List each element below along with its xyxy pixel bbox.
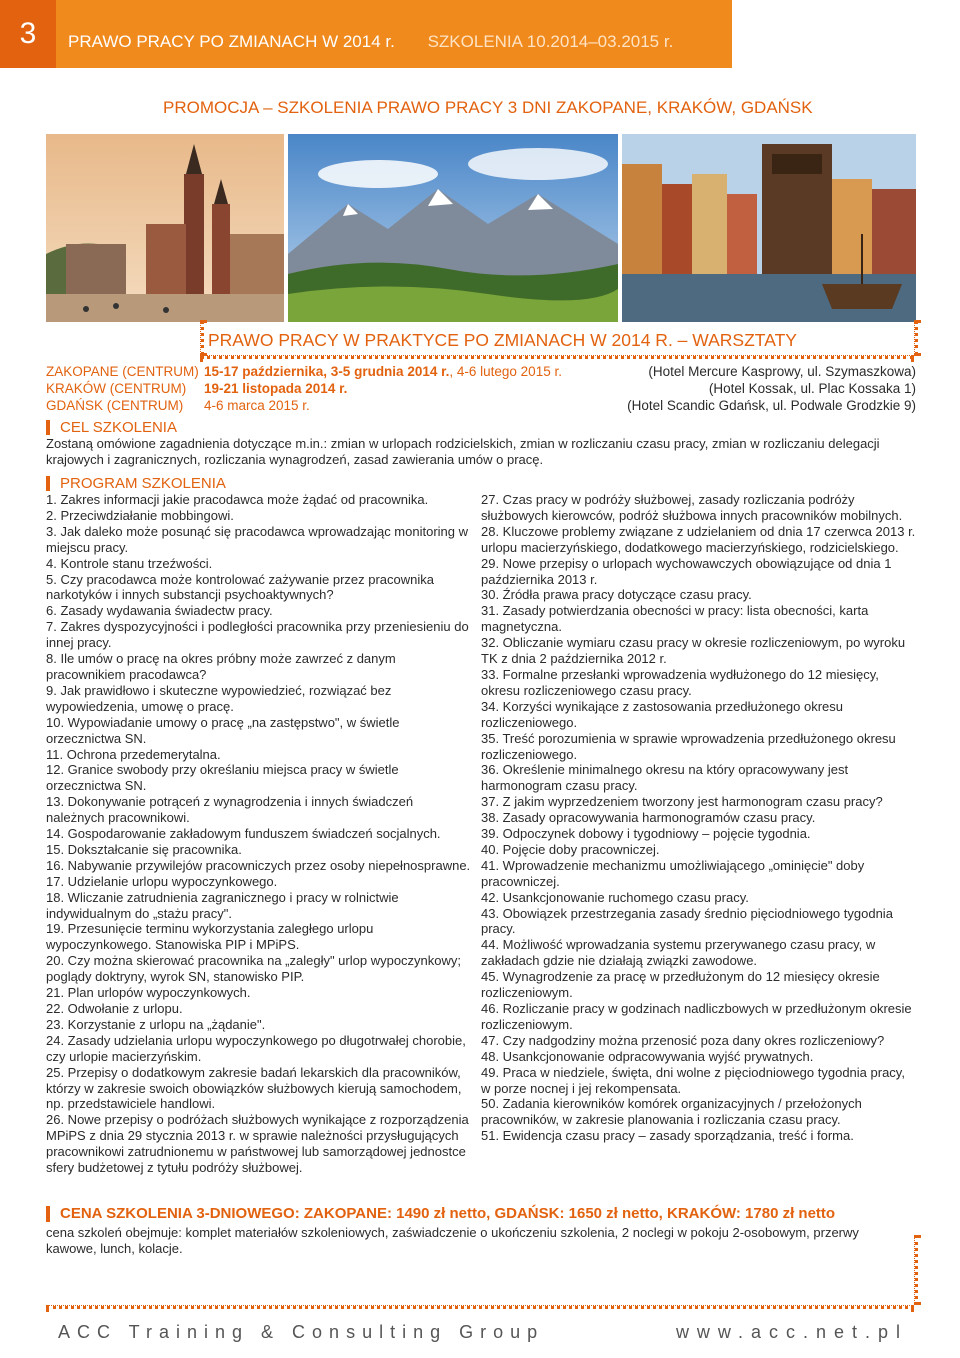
frame-right-lower [914, 1235, 918, 1305]
program-item: 27. Czas pracy w podróży służbowej, zasady rozliczania podróży służbowych kierowców, podróż służbowa innych pracowników mobilnych. [481, 492, 903, 523]
program-item: 28. Kluczowe problemy związane z udzielaniem od dnia 17 czerwca 2013 r. urlopu macierzyńskiego, dodatkowego macierzyńskiego, rodzicielskiego. [481, 523, 916, 555]
location-hotel-gdansk: (Hotel Scandic Gdańsk, ul. Podwale Grodzkie 9) [627, 398, 916, 413]
footer-website[interactable]: www.acc.net.pl [675, 1322, 908, 1342]
price-heading: CENA SZKOLENIA 3-DNIOWEGO: ZAKOPANE: 1490 zł netto, GDAŃSK: 1650 zł netto, KRAKÓW: 1780 zł netto [46, 1206, 835, 1222]
program-item: 19. Przesunięcie terminu wykorzystania zaległego urlopu wypoczynkowego. Stanowiska PIP i MPiPS. [46, 921, 374, 953]
program-item: 29. Nowe przepisy o urlopach wychowawczych obowiązujące od dnia 1 października 2013 r. [481, 555, 892, 587]
krakow-photo [46, 134, 284, 322]
program-right-column [481, 492, 916, 1144]
program-item: 42. Usankcjonowanie ruchomego czasu pracy. [481, 889, 749, 905]
program-item: 41. Wprowadzenie mechanizmu umożliwiającego „ominięcie" doby pracowniczej. [481, 857, 865, 889]
program-left-column [46, 492, 474, 1176]
program-item: 11. Ochrona przedemerytalna. [46, 746, 221, 762]
program-item: 14. Gospodarowanie zakładowym funduszem świadczeń socjalnych. [46, 826, 441, 842]
program-item: 33. Formalne przesłanki wprowadzenia wydłużonego do 12 miesięcy, okresu rozliczeniowego czasu pracy. [481, 666, 879, 698]
program-item: 51. Ewidencja czasu pracy – zasady sporządzania, treść i forma. [481, 1128, 854, 1144]
program-item: 9. Jak prawidłowo i skuteczne wypowiedzieć, rozwiązać bez wypowiedzenia, umowę o pracę. [46, 682, 392, 714]
frame-bottom [200, 355, 914, 359]
program-item: 38. Zasady opracowywania harmonogramów czasu pracy. [481, 810, 816, 826]
header-title [68, 32, 673, 52]
zakopane-photo [288, 134, 618, 322]
program-item: 1. Zakres informacji jakie pracodawca może żądać od pracownika. [46, 492, 429, 507]
program-item: 21. Plan urlopów wypoczynkowych. [46, 985, 251, 1001]
program-item: 37. Z jakim wyprzedzeniem tworzony jest harmonogram czasu pracy? [481, 794, 883, 810]
program-item: 30. Źródła prawa pracy dotyczące czasu pracy. [481, 587, 752, 603]
program-item: 48. Usankcjonowanie odpracowywania wyjść prywatnych. [481, 1048, 814, 1064]
goal-heading: CEL SZKOLENIA [46, 420, 177, 435]
price-text: cena szkoleń obejmuje: komplet materiałów szkoleniowych, zaświadczenie o ukończeniu szkolenia, 2 noclegi w pokoju 2-osobowym, przerwy kawowe, lunch, kolacje. [46, 1225, 859, 1256]
footer-company: ACC Training & Consulting Group [58, 1322, 545, 1342]
location-city: ZAKOPANE (CENTRUM) [46, 364, 199, 379]
frame-footer-line [46, 1305, 914, 1309]
location-hotel-krakow: (Hotel Kossak, ul. Plac Kossaka 1) [708, 381, 916, 396]
program-item: 8. Ile umów o pracę na okres próbny może zawrzeć z danym pracownikiem pracodawca? [46, 651, 396, 682]
program-item: 35. Treść porozumienia w sprawie wprowadzenia przedłużonego okresu rozliczeniowego. [481, 730, 896, 762]
program-item: 6. Zasady wydawania świadectw pracy. [46, 603, 273, 619]
program-heading: PROGRAM SZKOLENIA [46, 476, 226, 491]
program-item: 16. Nabywanie przywilejów pracowniczych przez osoby niepełnosprawne. [46, 857, 471, 873]
program-item: 15. Dokształcanie się pracownika. [46, 841, 242, 857]
program-item: 24. Zasady udzielania urlopu wypoczynkowego po długotrwałej chorobie, czy urlopie macierzyńskim. [46, 1032, 466, 1064]
program-item: 25. Przepisy o dodatkowym zakresie badań lekarskich dla pracowników, którzy w zakresie swoich obowiązków służbowych kierują samochodem, np. przedstawiciele handlowi. [46, 1064, 462, 1112]
program-item: 32. Obliczanie wymiaru czasu pracy w okresie rozliczeniowym, po wyroku TK z dnia 2 października 2012 r. [481, 635, 906, 667]
location-city: KRAKÓW (CENTRUM) [46, 381, 187, 396]
program-item: 2. Przeciwdziałanie mobbingowi. [46, 507, 234, 523]
program-item: 3. Jak daleko może posunąć się pracodawca wprowadzając monitoring w miejscu pracy. [46, 523, 468, 555]
program-item: 40. Pojęcie doby pracowniczej. [481, 841, 660, 857]
location-dates: 4-6 marca 2015 r. [204, 398, 310, 413]
program-item: 46. Rozliczanie pracy w godzinach nadliczbowych w przedłużonym okresie rozliczeniowym. [481, 1001, 912, 1032]
program-item: 49. Praca w niedziele, święta, dni wolne z pięciodniowego tygodnia pracy, w porze nocnej i jej rekompensata. [481, 1064, 905, 1096]
goal-text: Zostaną omówione zagadnienia dotyczące m.in.: zmian w urlopach rodzicielskich, zmian w rozliczaniu czasu pracy, zmian w rozliczaniu delegacji krajowych i zagranicznych, rozliczania wynagrodzeń, zasad zawierania umów o pracę. [46, 436, 880, 467]
program-item: 44. Możliwość wprowadzania systemu przerywanego czasu pracy, w zakładach gdzie nie działają związki zawodowe. [481, 937, 876, 969]
frame-right [914, 320, 918, 356]
program-item: 4. Kontrole stanu trzeźwości. [46, 555, 213, 571]
header-title-main: PRAWO PRACY PO ZMIANACH W 2014 r. [68, 32, 395, 51]
program-item: 26. Nowe przepisy o podróżach służbowych wynikające z rozporządzenia MPiPS z dnia 29 stycznia 2013 r. w sprawie należności przysługujących pracownikowi zatrudnionemu w państwowej lub samorządowej jednostce sfery budżetowej z tytułu podróży służbowej. [46, 1112, 469, 1176]
program-item: 47. Czy nadgodziny można przenosić poza dany okres rozliczeniowy? [481, 1032, 885, 1048]
program-item: 34. Korzyści wynikające z zastosowania przedłużonego okresu rozliczeniowego. [481, 698, 844, 730]
program-item: 17. Udzielanie urlopu wypoczynkowego. [46, 873, 278, 889]
program-item: 12. Granice swobody przy określaniu miejsca pracy w świetle orzecznictwa SN. [46, 762, 399, 794]
program-item: 18. Wliczanie zatrudnienia zagranicznego i pracy w rolnictwie indywidualnym do „stażu pracy". [46, 889, 399, 921]
program-item: 10. Wypowiadanie umowy o pracę „na zastępstwo", w świetle orzecznictwa SN. [46, 714, 400, 746]
program-item: 45. Wynagrodzenie za pracę w przedłużonym do 12 miesięcy okresie rozliczeniowym. [481, 969, 880, 1001]
workshop-title: PRAWO PRACY W PRAKTYCE PO ZMIANACH W 2014 R. – WARSZTATY [208, 330, 797, 350]
header-subtitle: SZKOLENIA 10.2014–03.2015 r. [427, 32, 674, 51]
program-item: 23. Korzystanie z urlopu na „żądanie". [46, 1016, 266, 1032]
location-city: GDAŃSK (CENTRUM) [46, 398, 184, 413]
location-hotel-zakopane: (Hotel Mercure Kasprowy, ul. Szymaszkowa) [648, 364, 916, 379]
program-item: 20. Czy można skierować pracownika na „zaległy" urlop wypoczynkowy; poglądy doktryny, wyrok SN, stanowisko PIP. [46, 953, 462, 985]
location-dates: 19-21 listopada 2014 r. [204, 381, 348, 396]
location-dates: 15-17 października, 3-5 grudnia 2014 r., 4-6 lutego 2015 r. [204, 364, 562, 379]
page-number: 3 [0, 0, 56, 68]
program-item: 7. Zakres dyspozycyjności i podległości pracownika przy przeniesieniu do innej pracy. [46, 619, 469, 651]
program-item: 31. Zasady potwierdzania obecności w pracy: lista obecności, karta magnetyczna. [481, 603, 869, 635]
frame-left [200, 320, 204, 356]
gdansk-photo [622, 134, 916, 322]
program-item: 50. Zadania kierowników komórek organizacyjnych / przełożonych pracowników, w zakresie planowania i rozliczania czasu pracy. [481, 1096, 862, 1128]
program-item: 39. Odpoczynek dobowy i tygodniowy – pojęcie tygodnia. [481, 826, 811, 842]
promo-title: PROMOCJA – SZKOLENIA PRAWO PRACY 3 DNI ZAKOPANE, KRAKÓW, GDAŃSK [163, 98, 813, 117]
program-item: 13. Dokonywanie potrąceń z wynagrodzenia i innych świadczeń należnych pracownikowi. [46, 794, 414, 826]
program-item: 22. Odwołanie z urlopu. [46, 1001, 183, 1016]
program-item: 43. Obowiązek przestrzegania zasady średnio pięciodniowego tygodnia pracy. [481, 905, 893, 937]
program-item: 36. Określenie minimalnego okresu na który opracowywany jest harmonogram czasu pracy. [481, 762, 849, 794]
program-item: 5. Czy pracodawca może kontrolować zażywanie przez pracownika narkotyków i innych substancji psychoaktywnych? [46, 571, 435, 603]
